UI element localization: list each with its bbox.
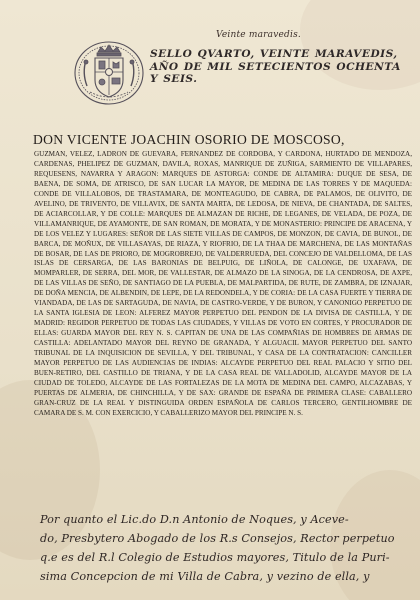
handwritten-text (40, 510, 420, 586)
royal-seal-icon (72, 40, 146, 106)
handwritten-line: sima Concepcion de mi Villa de Cabra, y vezino de ella, y (40, 570, 370, 583)
document-title: DON VICENTE JOACHIN OSORIO DE MOSCOSO, (33, 132, 345, 147)
handwritten-line: Por quanto el Lic.do D.n Antonio de Noques, y Aceve- (40, 513, 349, 526)
document-body: GUZMAN, VELEZ, LADRON DE GUEVARA, FERNANDEZ DE CORDOBA, Y CARDONA, HURTADO DE MENDOZA, CARDENAS, PHELIPEZ DE GUZMAN, DAVILA, ROXAS, MANRIQUE DE ZUÑIGA, SARMIENTO DE VILLAPARES, REQUESENS, NAVARRA Y ARAGON: MARQUES DE ASTORGA: CONDE DE ALTAMIRA: DUQUE DE SESA, DE BAENA, DE SOMA, DE ATRISCO, DE SAN LUCAR LA MAYOR, DE MEDINA DE LAS TORRES Y DE MAQUEDA: CONDE DE VILLALOBOS, DE TRASTAMARA, DE MONTEAGUDO, DE CABRA, DE PALAMOS, DE OLIVITO, DE AVELINO, DE TRIVENTO, DE VILLAVIX, DE SANTA MARTA, DE LEDOSA, DE NIEVA, DE CHANTADA, DE SALTES, DE ACIARCOLLAR, Y DE COLLE: MARQUES DE ALMAZAN DE RICHE, DE LEGANES, DE VELADA, DE POZA, DE VILLAMANRIQUE, DE AYAMONTE, DE SAN ROMAN, DE MORATA, Y DE MONASTERIO: PRINCIPE DE ARACENA, Y DE LOS VELEZ Y LUGARES: SEÑOR DE LAS SIETE VILLAS DE CAMPOS, DE MONZON, DE CAVIA, DE BUNOL, DE BARCA, DE MOÑUX, DE VILLASAYAS, DE RIAZA, Y RIOFRIO, DE LA THAA DE MARCHENA, DE LAS MONTAÑAS DE BOSAR, DE LAS DE PRIORO, DE MOGROBREJO, DE VALDERRUEDA, DEL CONCEJO DE VALDELLOMA, DE LAS ISLAS DE CERSARGA, DE LAS BARONIAS DE BELPUIG, DE LIÑOLA, DE CALONGE, DE UXAFAVA, DE MOMPARLER, DE SERRA, DEL MOR, DE VALLESTAR, DE ALMAZO DE LA SINOGA, DE LA CENDROSA, DE AXPE, DE LAS VILLAS DE SEÑO, DE SANTIAGO DE LA PUEBLA, DE MALPARTIDA, DE RUTE, DE ZAMBRA, DE IZNAJAR, DE DOÑA MENCIA, DE ALBENDIN, DE LEPE, DE LA REDONDELA, Y DE CORIA: DE LA CASA FUERTE Y TIERRA DE VIANDADA, DE LAS DE SARTAGUDA, DE NAVIA, DE CASTRO-VERDE, Y DE BURON, Y CANONIGO PERPETUO DE LA SANTA IGLESIA DE LEON: ALFEREZ MAYOR PERPETUO DEL PENDON DE LA DIVISA DE CASTILLA, Y DE MADRID: REGIDOR PERPETUO DE TODAS LAS CIUDADES, Y VILLAS DE VOTO EN CORTES, Y PROCURADOR DE ELLAS: GUARDA MAYOR DEL REY N. S. CAPITAN DE UNA DE LAS COMPAÑIAS DE HOMBRES DE ARMAS DE CASTILLA: ADELANTADO MAYOR DEL REYNO DE GRANADA, Y ALGUACIL MAYOR PERPETUO DEL SANTO TRIBUNAL DE LA INQUISICION DE SEVILLA, Y DEL TRIBUNAL, Y CASA DE LA CONTRATACION: CANCILLER MAYOR PERPETUO DE LAS AUDIENCIAS DE INDIAS: ALCAYDE PERPETUO DEL REAL PALACIO Y SITIO DEL BUEN-RETIRO, DEL CASTILLO DE TRIANA, Y DE LA CASA REAL DE VALLADOLID, ALCAYDE MAYOR DE LA CIUDAD DE TOLEDO, ALCAYDE DE LAS FORTALEZAS DE LA MOTA DE MEDINA DEL CAMPO, ALCAZABAS, Y PUERTAS DE ALMERIA, DE CHINCHILLA, Y DE SAX: GRANDE DE ESPAÑA DE PRIMERA CLASE: CABALLERO GRAN-CRUZ DE LA REAL Y DISTINGUIDA ORDEN ESPAÑOLA DE CARLOS TERCERO, GENTILHOMBRE DE CAMARA DE S. M. CON EXERCICIO, Y CABALLERIZO MAYOR DEL PRINCIPE N. S. (34, 150, 412, 417)
handwritten-line: do, Presbytero Abogado de los R.s Consejos, Rector perpetuo (40, 532, 395, 545)
handwritten-header-note: Veinte maravedis. (216, 30, 301, 40)
stamp-legend: SELLO QVARTO, VEINTE MARAVEDIS, AÑO DE MIL SETECIENTOS OCHENTA Y SEIS. (150, 48, 401, 85)
handwritten-line: q.e es del R.l Colegio de Estudios mayores, Titulo de la Puri- (40, 551, 390, 564)
